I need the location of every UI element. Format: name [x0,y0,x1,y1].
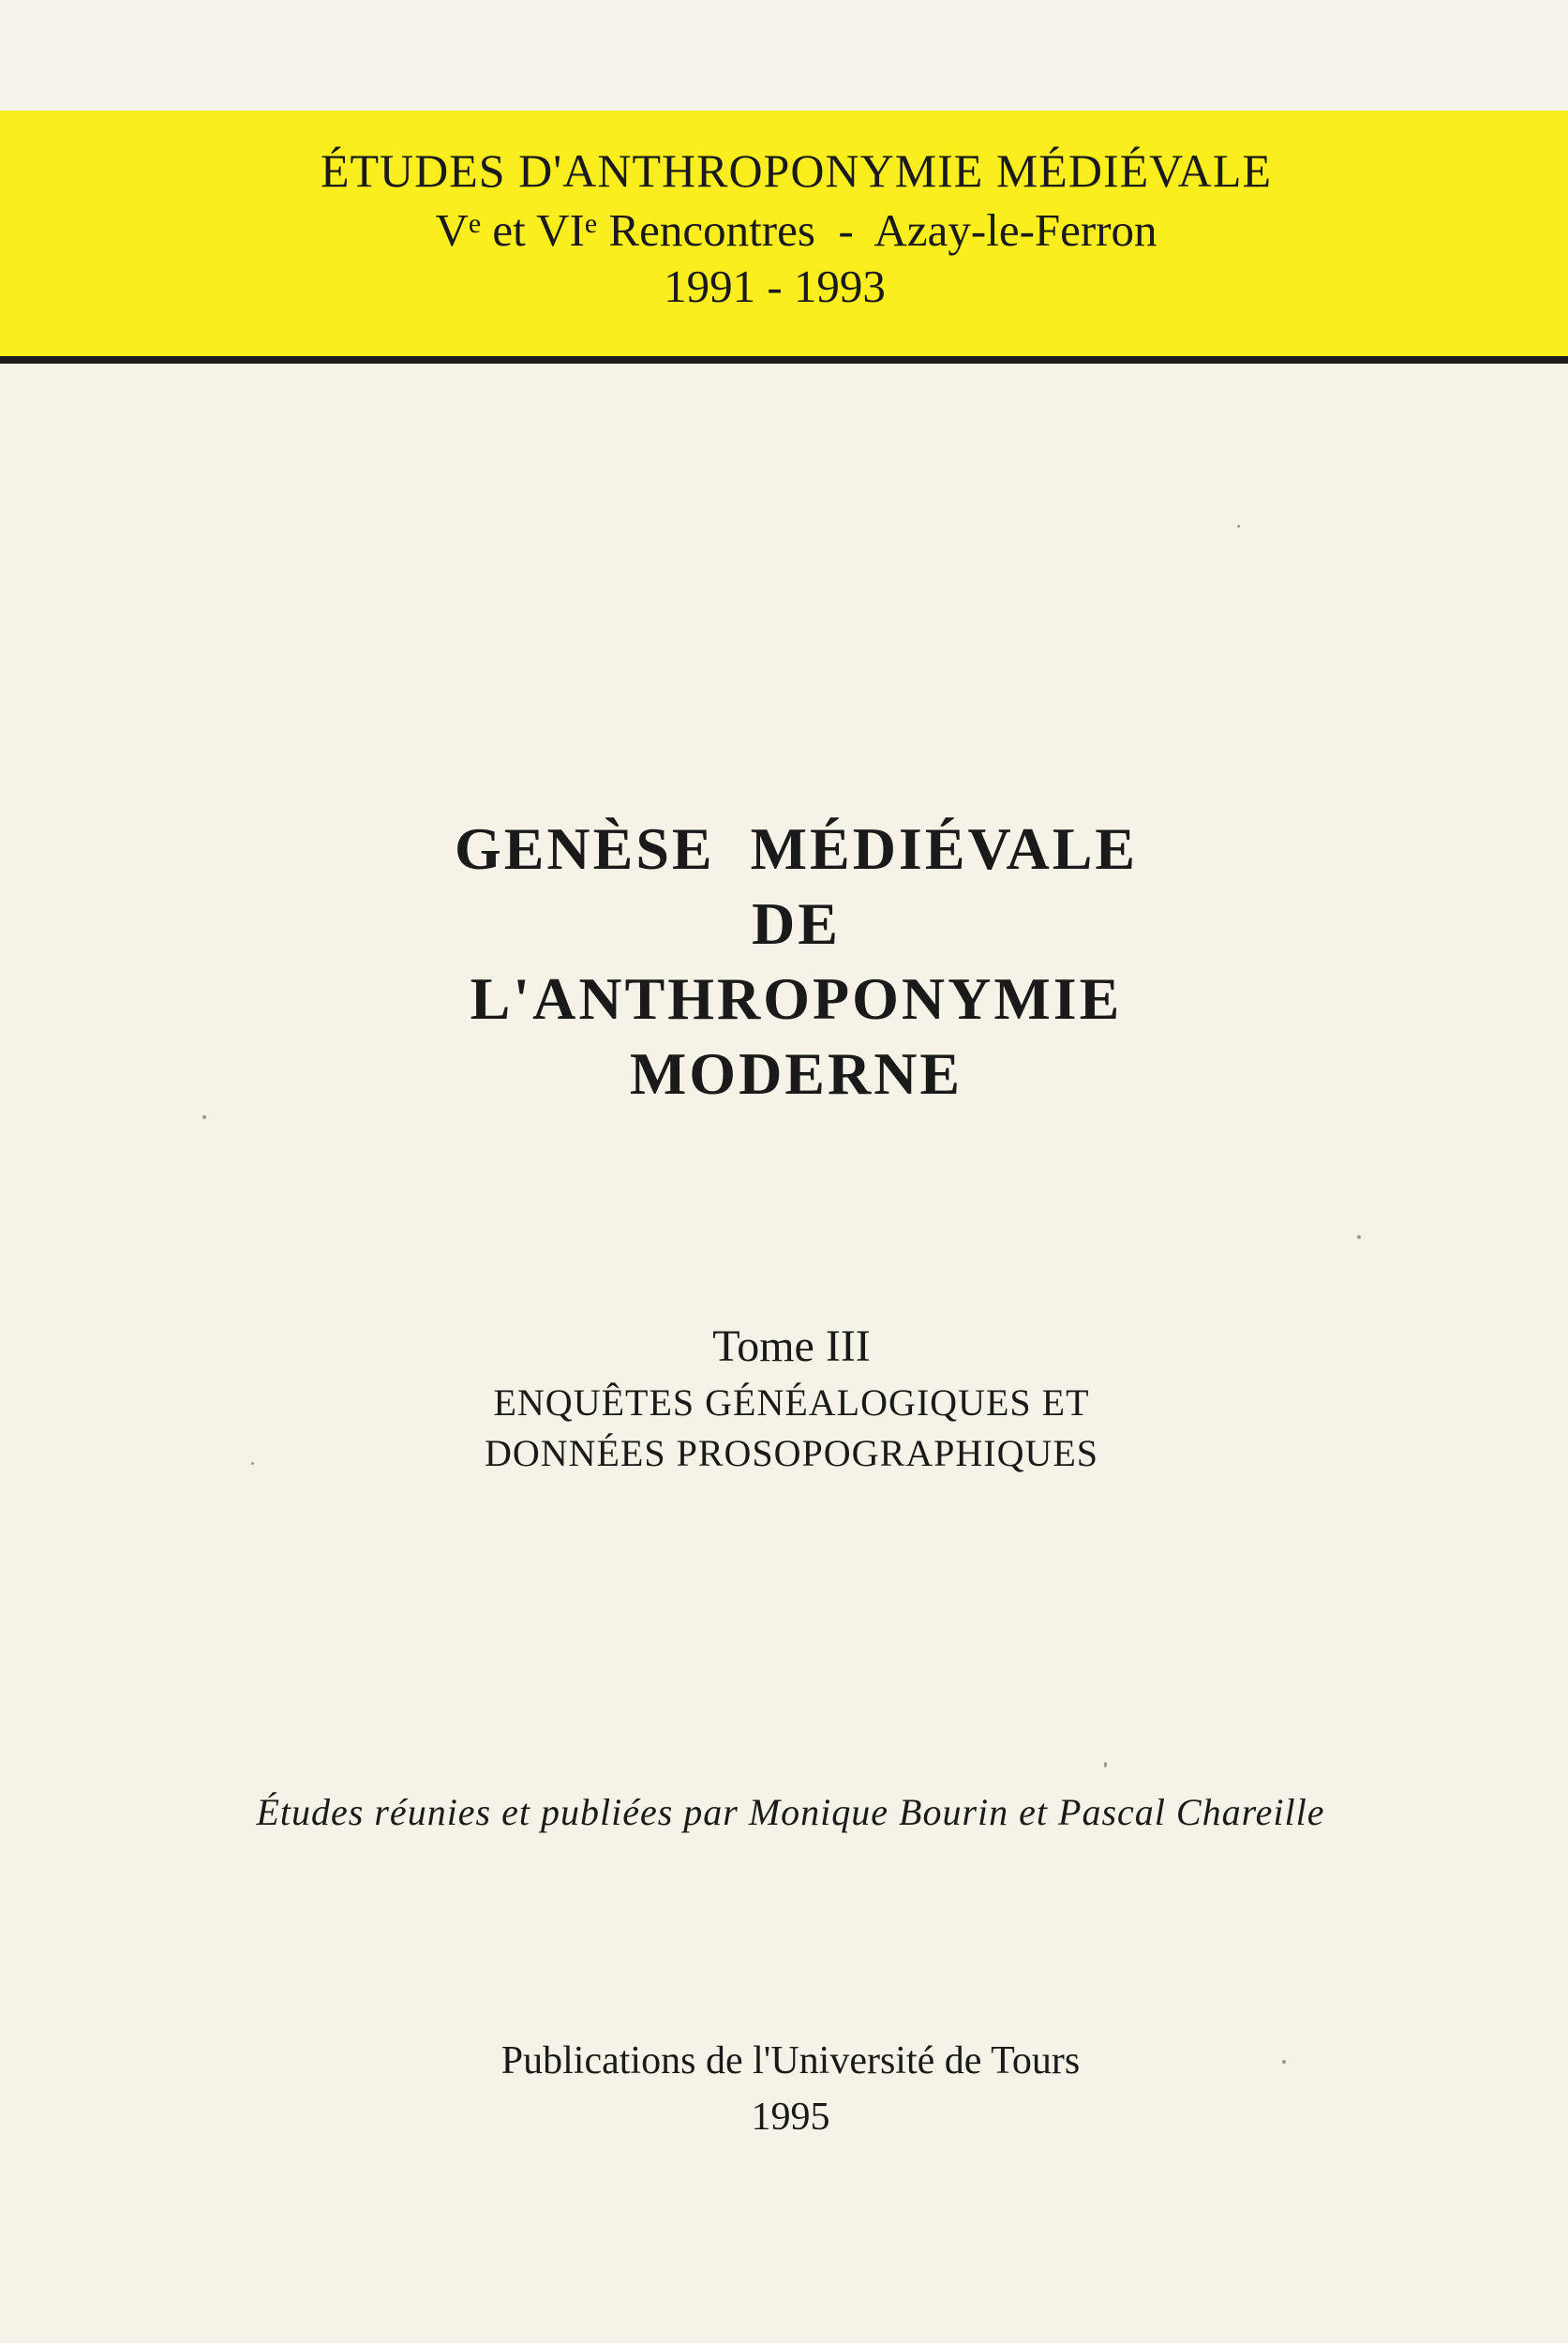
publication-year: 1995 [751,2096,830,2139]
top-margin [0,0,1568,111]
meeting-ordinal-1-suffix: e [468,208,482,239]
paper-speck [1104,1762,1107,1768]
paper-speck [1357,1235,1361,1239]
meeting-conjunction: et [492,204,526,256]
subtitle-line-2: DONNÉES PROSOPOGRAPHIQUES [484,1432,1099,1474]
publisher-name: Publications de l'Université de Tours [500,2039,1081,2082]
meeting-ordinal-1: V [435,204,469,256]
subtitle-line-1: ENQUÊTES GÉNÉALOGIQUES ET [493,1381,1090,1424]
band-divider [0,356,1568,364]
paper-speck [1237,525,1240,528]
series-meeting [0,202,1568,259]
series-years: 1991 - 1993 [664,261,886,312]
title-line-2: DE [752,890,841,957]
book-title [0,812,1568,1112]
paper-speck [1282,2060,1286,2064]
paper-speck [202,1115,206,1119]
series-title: ÉTUDES D'ANTHROPONYMIE MÉDIÉVALE [320,144,1273,197]
meeting-ordinal-2-suffix: e [584,208,598,239]
meeting-ordinal-2: VI [536,204,585,256]
title-line-4: MODERNE [629,1040,963,1107]
volume-subtitle [0,1378,1568,1479]
title-line-1: GENÈSE MÉDIÉVALE [454,815,1139,882]
meeting-place: Rencontres - Azay-le-Ferron [608,204,1157,256]
paper-speck [251,1462,254,1465]
editors-credit: Études réunies et publiées par Monique Bourin et Pascal Chareille [256,1791,1325,1833]
title-line-3: L'ANTHROPONYMIE [470,965,1123,1032]
volume-number: Tome III [712,1321,871,1371]
